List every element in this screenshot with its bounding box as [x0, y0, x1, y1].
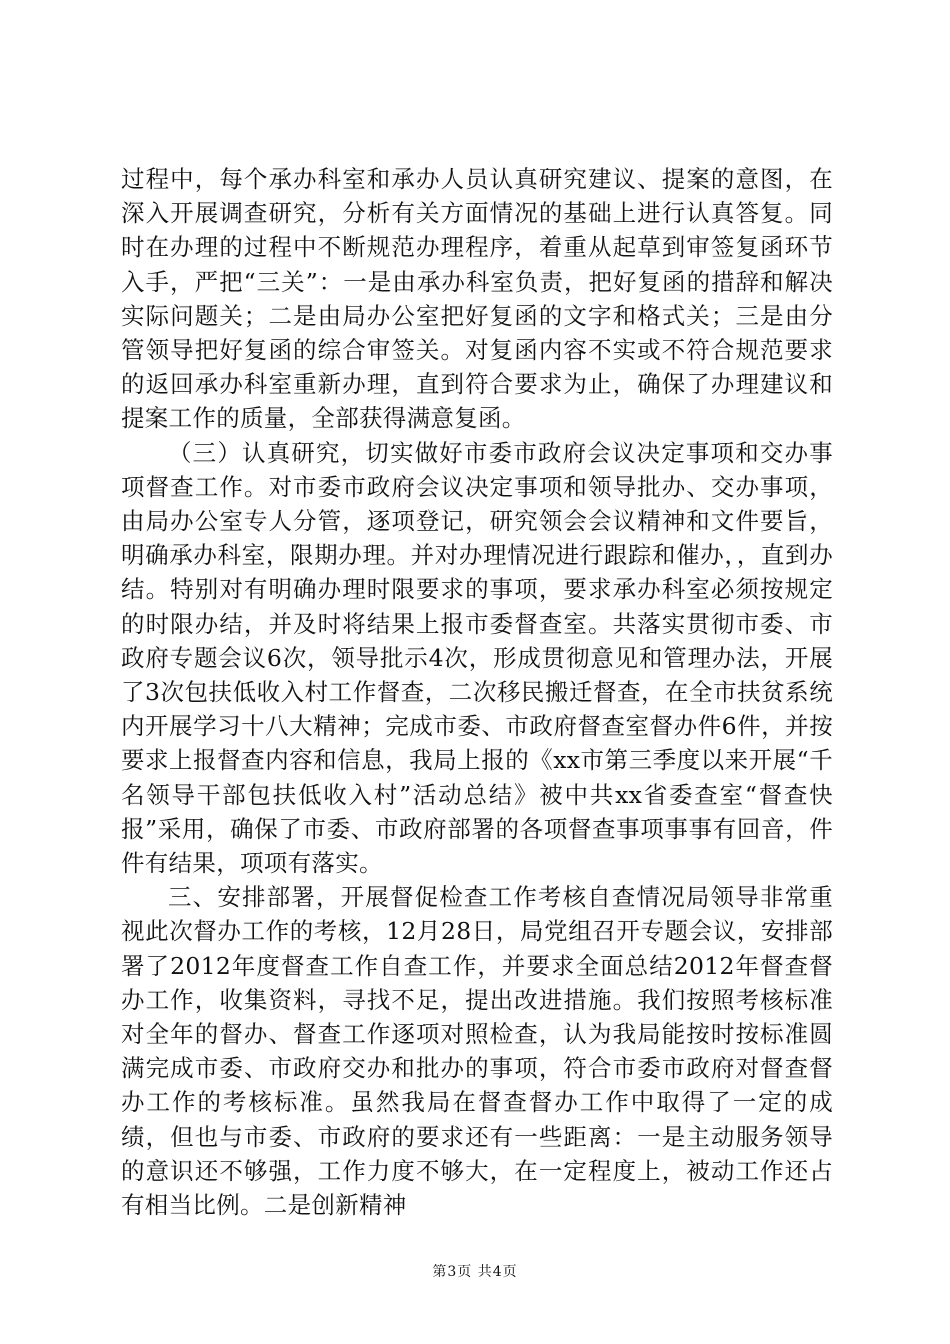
document-body — [121, 162, 833, 1222]
paragraph-section-three: 三、安排部署，开展督促检查工作考核自查情况局领导非常重视此次督办工作的考核，12月28日，局党组召开专题会议，安排部署了2012年度督查工作自查工作，并要求全面总结2012年督查督办工作，收集资料，寻找不足，提出改进措施。我们按照考核标准对全年的督办、督查工作逐项对照检查，认为我局能按时按标准圆满完成市委、市政府交办和批办的事项，符合市委市政府对督查督办工作的考核标准。虽然我局在督查督办工作中取得了一定的成绩，但也与市委、市政府的要求还有一些距离：一是主动服务领导的意识还不够强，工作力度不够大，在一定程度上，被动工作还占有相当比例。二是创新精神 — [121, 883, 833, 1220]
paragraph-section-three-subsection: （三）认真研究，切实做好市委市政府会议决定事项和交办事项督查工作。对市委市政府会议决定事项和领导批办、交办事项，由局办公室专人分管，逐项登记，研究领会会议精神和文件要旨，明确承办科室，限期办理。并对办理情况进行跟踪和催办，，直到办结。特别对有明确办理时限要求的事项，要求承办科室必须按规定的时限办结，并及时将结果上报市委督查室。共落实贯彻市委、市政府专题会议6次，领导批示4次，形成贯彻意见和管理办法，开展了3次包扶低收入村工作督查，二次移民搬迁督查，在全市扶贫系统内开展学习十八大精神；完成市委、市政府督查室督办件6件，并按要求上报督查内容和信息，我局上报的《xx市第三季度以来开展“千名领导干部包扶低收入村”活动总结》被中共xx省委查室“督查快报”采用，确保了市委、市政府部署的各项督查事项事事有回音，件件有结果，项项有落实。 — [121, 438, 833, 878]
page-number-footer: 第3页 共4页 — [432, 1264, 518, 1280]
paragraph-continued: 过程中，每个承办科室和承办人员认真研究建议、提案的意图，在深入开展调查研究，分析有关方面情况的基础上进行认真答复。同时在办理的过程中不断规范办理程序，着重从起草到审签复函环节入手，严把“三关”：一是由承办科室负责，把好复函的措辞和解决实际问题关；二是由局办公室把好复函的文字和格式关；三是由分管领导把好复函的综合审签关。对复函内容不实或不符合规范要求的返回承办科室重新办理，直到符合要求为止，确保了办理建议和提案工作的质量，全部获得满意复函。 — [121, 165, 833, 433]
